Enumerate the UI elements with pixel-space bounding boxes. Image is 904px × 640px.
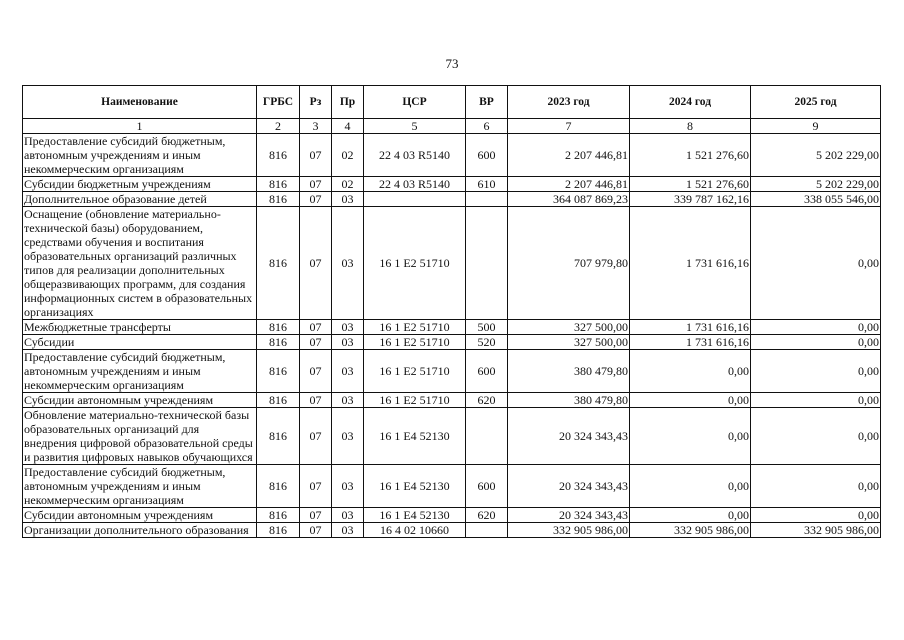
table-row — [23, 192, 881, 207]
table-row — [23, 207, 881, 320]
row-vr: 600 — [466, 465, 508, 508]
row-vr — [466, 408, 508, 465]
row-csr: 16 1 E4 52130 — [364, 465, 466, 508]
row-amount-2025: 0,00 — [751, 350, 881, 393]
row-amount-2023: 380 479,80 — [508, 350, 630, 393]
row-amount-2024: 0,00 — [630, 465, 751, 508]
row-amount-2023: 2 207 446,81 — [508, 177, 630, 192]
row-rz: 07 — [300, 335, 332, 350]
row-name: Субсидии бюджетным учреждениям — [23, 177, 257, 192]
row-pr: 03 — [332, 465, 364, 508]
row-csr: 22 4 03 R5140 — [364, 134, 466, 177]
column-number: 8 — [630, 119, 751, 134]
column-number: 5 — [364, 119, 466, 134]
row-grbs: 816 — [257, 508, 300, 523]
row-csr: 16 1 E4 52130 — [364, 408, 466, 465]
row-amount-2025: 5 202 229,00 — [751, 134, 881, 177]
column-number: 1 — [23, 119, 257, 134]
column-number: 9 — [751, 119, 881, 134]
row-name: Предоставление субсидий бюджетным, автономным учреждениям и иным некоммерческим организациям — [23, 134, 257, 177]
row-amount-2025: 0,00 — [751, 335, 881, 350]
row-vr: 520 — [466, 335, 508, 350]
row-amount-2023: 20 324 343,43 — [508, 508, 630, 523]
header-csr: ЦСР — [364, 86, 466, 119]
row-grbs: 816 — [257, 192, 300, 207]
row-pr: 03 — [332, 207, 364, 320]
row-grbs: 816 — [257, 523, 300, 538]
row-amount-2025: 0,00 — [751, 207, 881, 320]
table-row — [23, 350, 881, 393]
row-amount-2024: 0,00 — [630, 408, 751, 465]
row-amount-2025: 0,00 — [751, 408, 881, 465]
row-name: Предоставление субсидий бюджетным, автономным учреждениям и иным некоммерческим организациям — [23, 465, 257, 508]
page-number: 73 — [445, 56, 459, 71]
row-grbs: 816 — [257, 350, 300, 393]
table-body — [23, 134, 881, 538]
row-vr: 600 — [466, 134, 508, 177]
row-amount-2024: 339 787 162,16 — [630, 192, 751, 207]
row-amount-2024: 1 731 616,16 — [630, 207, 751, 320]
row-csr: 16 1 E2 51710 — [364, 393, 466, 408]
column-number: 4 — [332, 119, 364, 134]
table-row — [23, 134, 881, 177]
row-amount-2024: 0,00 — [630, 393, 751, 408]
row-csr: 16 1 E4 52130 — [364, 508, 466, 523]
row-amount-2025: 332 905 986,00 — [751, 523, 881, 538]
row-grbs: 816 — [257, 207, 300, 320]
row-pr: 03 — [332, 335, 364, 350]
row-grbs: 816 — [257, 335, 300, 350]
header-pr: Пр — [332, 86, 364, 119]
row-vr: 610 — [466, 177, 508, 192]
table-row — [23, 177, 881, 192]
table-row — [23, 393, 881, 408]
row-name: Субсидии автономным учреждениям — [23, 393, 257, 408]
row-vr: 600 — [466, 350, 508, 393]
column-number: 2 — [257, 119, 300, 134]
row-amount-2023: 327 500,00 — [508, 320, 630, 335]
row-grbs: 816 — [257, 320, 300, 335]
row-grbs: 816 — [257, 408, 300, 465]
row-amount-2025: 338 055 546,00 — [751, 192, 881, 207]
row-amount-2023: 364 087 869,23 — [508, 192, 630, 207]
row-rz: 07 — [300, 207, 332, 320]
header-rz: Рз — [300, 86, 332, 119]
row-pr: 02 — [332, 177, 364, 192]
row-csr — [364, 192, 466, 207]
row-name: Дополнительное образование детей — [23, 192, 257, 207]
row-amount-2023: 332 905 986,00 — [508, 523, 630, 538]
row-csr: 16 1 E2 51710 — [364, 207, 466, 320]
header-name: Наименование — [23, 86, 257, 119]
row-pr: 03 — [332, 192, 364, 207]
row-pr: 03 — [332, 523, 364, 538]
row-pr: 03 — [332, 508, 364, 523]
row-grbs: 816 — [257, 465, 300, 508]
header-2023: 2023 год — [508, 86, 630, 119]
row-rz: 07 — [300, 134, 332, 177]
row-csr: 16 4 02 10660 — [364, 523, 466, 538]
row-name: Межбюджетные трансферты — [23, 320, 257, 335]
row-rz: 07 — [300, 350, 332, 393]
row-amount-2025: 0,00 — [751, 320, 881, 335]
row-amount-2023: 327 500,00 — [508, 335, 630, 350]
row-vr — [466, 523, 508, 538]
header-2025: 2025 год — [751, 86, 881, 119]
column-number: 6 — [466, 119, 508, 134]
row-amount-2024: 1 731 616,16 — [630, 335, 751, 350]
row-csr: 16 1 E2 51710 — [364, 320, 466, 335]
row-name: Организации дополнительного образования — [23, 523, 257, 538]
header-grbs: ГРБС — [257, 86, 300, 119]
table-row — [23, 320, 881, 335]
row-name: Предоставление субсидий бюджетным, автономным учреждениям и иным некоммерческим организациям — [23, 350, 257, 393]
row-vr — [466, 207, 508, 320]
row-name: Субсидии автономным учреждениям — [23, 508, 257, 523]
header-2024: 2024 год — [630, 86, 751, 119]
row-amount-2023: 707 979,80 — [508, 207, 630, 320]
row-rz: 07 — [300, 508, 332, 523]
row-rz: 07 — [300, 523, 332, 538]
row-amount-2025: 0,00 — [751, 508, 881, 523]
row-vr: 500 — [466, 320, 508, 335]
row-pr: 03 — [332, 408, 364, 465]
row-pr: 03 — [332, 320, 364, 335]
row-vr — [466, 192, 508, 207]
row-rz: 07 — [300, 320, 332, 335]
row-vr: 620 — [466, 508, 508, 523]
row-grbs: 816 — [257, 177, 300, 192]
row-amount-2024: 332 905 986,00 — [630, 523, 751, 538]
column-number: 7 — [508, 119, 630, 134]
table-row — [23, 408, 881, 465]
row-pr: 03 — [332, 393, 364, 408]
row-amount-2025: 0,00 — [751, 465, 881, 508]
row-vr: 620 — [466, 393, 508, 408]
row-rz: 07 — [300, 408, 332, 465]
row-amount-2024: 1 521 276,60 — [630, 134, 751, 177]
column-number: 3 — [300, 119, 332, 134]
row-csr: 16 1 E2 51710 — [364, 350, 466, 393]
row-rz: 07 — [300, 177, 332, 192]
table-row — [23, 508, 881, 523]
row-pr: 03 — [332, 350, 364, 393]
row-pr: 02 — [332, 134, 364, 177]
row-amount-2023: 20 324 343,43 — [508, 408, 630, 465]
header-row — [23, 86, 881, 119]
row-rz: 07 — [300, 465, 332, 508]
row-amount-2023: 380 479,80 — [508, 393, 630, 408]
row-amount-2024: 1 521 276,60 — [630, 177, 751, 192]
row-grbs: 816 — [257, 134, 300, 177]
row-amount-2024: 1 731 616,16 — [630, 320, 751, 335]
row-name: Субсидии — [23, 335, 257, 350]
row-csr: 16 1 E2 51710 — [364, 335, 466, 350]
row-name: Обновление материально-технической базы образовательных организаций для внедрения цифровой образовательной среды и развития цифровых навыков обучающихся — [23, 408, 257, 465]
table-row — [23, 335, 881, 350]
row-amount-2023: 20 324 343,43 — [508, 465, 630, 508]
row-amount-2024: 0,00 — [630, 508, 751, 523]
row-amount-2023: 2 207 446,81 — [508, 134, 630, 177]
budget-table — [22, 85, 881, 538]
row-grbs: 816 — [257, 393, 300, 408]
row-csr: 22 4 03 R5140 — [364, 177, 466, 192]
row-name: Оснащение (обновление материально-технической базы) оборудованием, средствами обучения и воспитания образовательных организаций различных типов для реализации дополнительных общеразвивающих программ, для создания информационных систем в образовательных организациях — [23, 207, 257, 320]
header-vr: ВР — [466, 86, 508, 119]
column-number-row — [23, 119, 881, 134]
row-amount-2025: 0,00 — [751, 393, 881, 408]
row-rz: 07 — [300, 192, 332, 207]
table-row — [23, 523, 881, 538]
row-rz: 07 — [300, 393, 332, 408]
row-amount-2025: 5 202 229,00 — [751, 177, 881, 192]
table-row — [23, 465, 881, 508]
row-amount-2024: 0,00 — [630, 350, 751, 393]
